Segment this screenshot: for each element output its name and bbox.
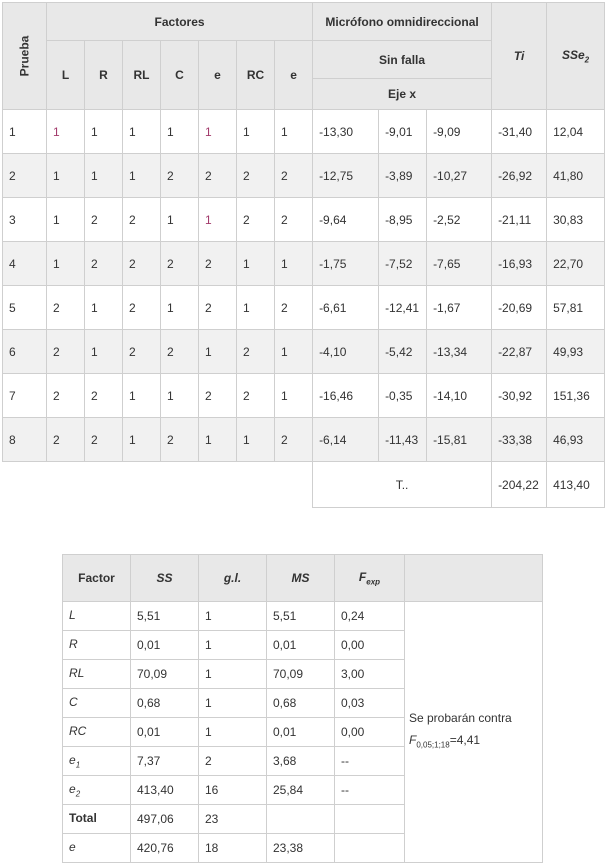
cell: 2 xyxy=(85,198,123,242)
blank-cell xyxy=(3,462,313,508)
blank-header xyxy=(405,555,543,602)
ss-cell: 0,01 xyxy=(131,631,199,660)
cell: 2 xyxy=(85,418,123,462)
cell: 2 xyxy=(47,374,85,418)
cell: 3 xyxy=(3,198,47,242)
cell: 2 xyxy=(3,154,47,198)
cell: 30,83 xyxy=(547,198,605,242)
factor-cell: L xyxy=(63,602,131,631)
cell: -9,01 xyxy=(379,110,427,154)
cell: 2 xyxy=(237,374,275,418)
factor-cell: Total xyxy=(63,805,131,834)
cell: 1 xyxy=(85,110,123,154)
cell: -6,61 xyxy=(313,286,379,330)
sse-header: SSe$_2$ xyxy=(547,3,605,110)
f-cell xyxy=(335,834,405,863)
cell: 151,36 xyxy=(547,374,605,418)
cell: 5 xyxy=(3,286,47,330)
cell: 2 xyxy=(161,330,199,374)
note-value: =4,41 xyxy=(449,733,481,748)
ms-cell: 0,01 xyxy=(267,718,335,747)
cell: 1 xyxy=(85,154,123,198)
factor-cell: RL xyxy=(63,660,131,689)
cell: 2 xyxy=(123,286,161,330)
fexp-header: $F_{exp}$ xyxy=(335,555,405,602)
cell: -33,38 xyxy=(492,418,547,462)
gl-cell: 1 xyxy=(199,602,267,631)
f-cell: -- xyxy=(335,747,405,776)
total-sse: 413,40 xyxy=(547,462,605,508)
microfono-header: Micrófono omnidireccional xyxy=(313,3,492,41)
cell: 2 xyxy=(275,198,313,242)
cell: -8,95 xyxy=(379,198,427,242)
cell: -31,40 xyxy=(492,110,547,154)
ss-cell: 0,68 xyxy=(131,689,199,718)
cell: -16,93 xyxy=(492,242,547,286)
cell: 2 xyxy=(199,286,237,330)
cell: 8 xyxy=(3,418,47,462)
experiment-table xyxy=(2,2,605,508)
cell: -0,35 xyxy=(379,374,427,418)
cell: 1 xyxy=(275,110,313,154)
cell: -1,67 xyxy=(427,286,492,330)
cell: 1 xyxy=(199,418,237,462)
cell: 2 xyxy=(47,330,85,374)
note-text: Se probarán contra xyxy=(409,711,512,726)
ss-header: SS xyxy=(131,555,199,602)
factor-col-c: C xyxy=(161,41,199,110)
f-cell: 0,03 xyxy=(335,689,405,718)
comparison-note xyxy=(405,602,543,863)
cell: 2 xyxy=(275,286,313,330)
ms-cell: 70,09 xyxy=(267,660,335,689)
gl-cell: 1 xyxy=(199,631,267,660)
factor-col-l: L xyxy=(47,41,85,110)
table-row xyxy=(3,330,605,374)
cell: 1 xyxy=(237,418,275,462)
cell: 2 xyxy=(161,242,199,286)
cell: -3,89 xyxy=(379,154,427,198)
cell: 1 xyxy=(199,330,237,374)
cell: -2,52 xyxy=(427,198,492,242)
ms-cell: 0,68 xyxy=(267,689,335,718)
factor-header: Factor xyxy=(63,555,131,602)
ss-cell: 70,09 xyxy=(131,660,199,689)
eje-header: Eje x xyxy=(313,79,492,110)
cell: 2 xyxy=(123,242,161,286)
cell: 2 xyxy=(161,154,199,198)
gl-cell: 18 xyxy=(199,834,267,863)
cell: 1 xyxy=(123,110,161,154)
ms-cell: 0,01 xyxy=(267,631,335,660)
cell: -13,34 xyxy=(427,330,492,374)
cell: 4 xyxy=(3,242,47,286)
table-row xyxy=(3,154,605,198)
cell: 2 xyxy=(85,242,123,286)
cell: -9,09 xyxy=(427,110,492,154)
cell: -15,81 xyxy=(427,418,492,462)
ss-cell: 413,40 xyxy=(131,776,199,805)
cell: -11,43 xyxy=(379,418,427,462)
cell: 2 xyxy=(161,418,199,462)
cell: 1 xyxy=(85,286,123,330)
table-row xyxy=(63,602,543,631)
cell: 1 xyxy=(275,242,313,286)
anova-table xyxy=(62,554,543,863)
ss-cell: 0,01 xyxy=(131,718,199,747)
cell: 2 xyxy=(47,286,85,330)
cell: 2 xyxy=(237,330,275,374)
cell: 41,80 xyxy=(547,154,605,198)
cell: 12,04 xyxy=(547,110,605,154)
cell: -6,14 xyxy=(313,418,379,462)
cell: 2 xyxy=(237,198,275,242)
cell: 1 xyxy=(275,330,313,374)
cell: -20,69 xyxy=(492,286,547,330)
table-row xyxy=(3,198,605,242)
prueba-header: Prueba xyxy=(3,3,47,110)
factor-col-rc: RC xyxy=(237,41,275,110)
cell: -30,92 xyxy=(492,374,547,418)
gl-header: g.l. xyxy=(199,555,267,602)
cell: -9,64 xyxy=(313,198,379,242)
cell: -14,10 xyxy=(427,374,492,418)
ms-cell xyxy=(267,805,335,834)
cell: 57,81 xyxy=(547,286,605,330)
f-cell xyxy=(335,805,405,834)
cell: -13,30 xyxy=(313,110,379,154)
f-cell: 0,24 xyxy=(335,602,405,631)
cell: 2 xyxy=(237,154,275,198)
table-row xyxy=(3,374,605,418)
cell: 2 xyxy=(85,374,123,418)
cell: 46,93 xyxy=(547,418,605,462)
cell: 7 xyxy=(3,374,47,418)
cell: -16,46 xyxy=(313,374,379,418)
cell: -7,65 xyxy=(427,242,492,286)
cell: 6 xyxy=(3,330,47,374)
cell: 1 xyxy=(161,374,199,418)
factor-cell: R xyxy=(63,631,131,660)
ss-cell: 420,76 xyxy=(131,834,199,863)
cell: 1 xyxy=(161,286,199,330)
gl-cell: 16 xyxy=(199,776,267,805)
cell: 2 xyxy=(123,198,161,242)
ss-cell: 5,51 xyxy=(131,602,199,631)
cell: 1 xyxy=(199,198,237,242)
factores-header: Factores xyxy=(47,3,313,41)
cell: -22,87 xyxy=(492,330,547,374)
cell: -1,75 xyxy=(313,242,379,286)
ss-cell: 7,37 xyxy=(131,747,199,776)
cell: 2 xyxy=(275,154,313,198)
table-row xyxy=(3,110,605,154)
sin-falla-header: Sin falla xyxy=(313,41,492,79)
cell: -10,27 xyxy=(427,154,492,198)
ms-header: MS xyxy=(267,555,335,602)
factor-cell: RC xyxy=(63,718,131,747)
factor-col-r: R xyxy=(85,41,123,110)
factor-col-rl: RL xyxy=(123,41,161,110)
cell: 1 xyxy=(161,110,199,154)
note-f: F xyxy=(409,733,417,748)
cell: 49,93 xyxy=(547,330,605,374)
factor-cell: $e_2$ xyxy=(63,776,131,805)
f-cell: 3,00 xyxy=(335,660,405,689)
total-label: T.. xyxy=(313,462,492,508)
ms-cell: 3,68 xyxy=(267,747,335,776)
cell: 1 xyxy=(47,198,85,242)
cell: 2 xyxy=(47,418,85,462)
f-cell: 0,00 xyxy=(335,631,405,660)
factor-cell: $e_1$ xyxy=(63,747,131,776)
cell: 2 xyxy=(199,374,237,418)
gl-cell: 1 xyxy=(199,718,267,747)
gl-cell: 2 xyxy=(199,747,267,776)
cell: 1 xyxy=(237,286,275,330)
ss-cell: 497,06 xyxy=(131,805,199,834)
factor-cell: C xyxy=(63,689,131,718)
ms-cell: 23,38 xyxy=(267,834,335,863)
cell: 2 xyxy=(199,242,237,286)
ms-cell: 25,84 xyxy=(267,776,335,805)
cell: -5,42 xyxy=(379,330,427,374)
cell: 1 xyxy=(3,110,47,154)
cell: -7,52 xyxy=(379,242,427,286)
table-row xyxy=(3,418,605,462)
cell: 1 xyxy=(275,374,313,418)
ti-header: Ti xyxy=(492,3,547,110)
factor-cell: e xyxy=(63,834,131,863)
cell: -21,11 xyxy=(492,198,547,242)
factor-col-e2: e xyxy=(275,41,313,110)
cell: 1 xyxy=(47,110,85,154)
cell: -26,92 xyxy=(492,154,547,198)
gl-cell: 23 xyxy=(199,805,267,834)
gl-cell: 1 xyxy=(199,660,267,689)
total-ti: -204,22 xyxy=(492,462,547,508)
note-sub: 0,05;1;18 xyxy=(416,740,450,750)
factor-col-e1: e xyxy=(199,41,237,110)
cell: -12,75 xyxy=(313,154,379,198)
cell: 1 xyxy=(123,374,161,418)
cell: 22,70 xyxy=(547,242,605,286)
cell: 1 xyxy=(47,154,85,198)
ms-cell: 5,51 xyxy=(267,602,335,631)
cell: 2 xyxy=(275,418,313,462)
f-cell: 0,00 xyxy=(335,718,405,747)
cell: 1 xyxy=(237,110,275,154)
cell: 1 xyxy=(123,418,161,462)
cell: 1 xyxy=(199,110,237,154)
cell: 2 xyxy=(123,330,161,374)
gl-cell: 1 xyxy=(199,689,267,718)
cell: -4,10 xyxy=(313,330,379,374)
table-row xyxy=(3,242,605,286)
cell: 1 xyxy=(85,330,123,374)
cell: 1 xyxy=(47,242,85,286)
cell: 2 xyxy=(199,154,237,198)
table-row xyxy=(3,286,605,330)
cell: -12,41 xyxy=(379,286,427,330)
total-row xyxy=(3,462,605,508)
f-cell: -- xyxy=(335,776,405,805)
cell: 1 xyxy=(237,242,275,286)
cell: 1 xyxy=(161,198,199,242)
cell: 1 xyxy=(123,154,161,198)
